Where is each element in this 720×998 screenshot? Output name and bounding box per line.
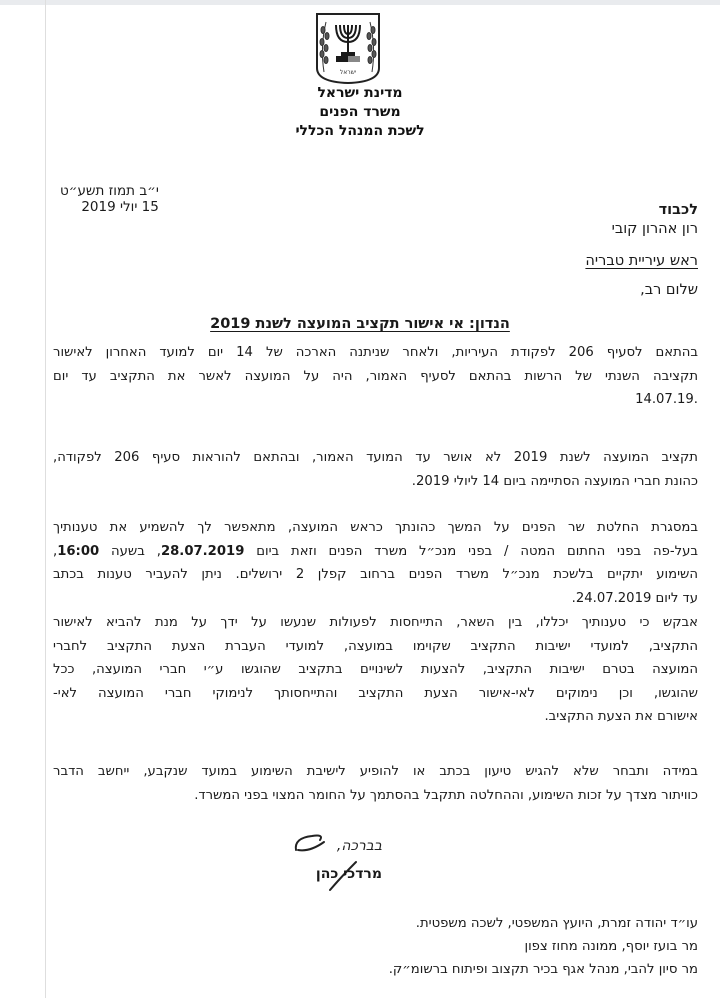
paragraph-line: בהתאם לסעיף 206 לפקודת העיריות, ולאחר שניתנה הארכה של 14 יום למועד האחרון לאישור (53, 345, 698, 360)
scan-fold-line (45, 0, 46, 998)
paragraph-line: תקציבה השנתי של הרשות בהתאם לסעיף האמור, היה על המועצה לאשר את התקציב עד יום (53, 368, 698, 384)
letterhead-state: מדינת ישראל (317, 85, 403, 101)
cc-item: עו״ד יהודה זמרת, היועץ המשפטי, לשכה משפטית. (415, 916, 698, 931)
cc-item: מר בועז יוסף, ממונה מחוז צפון (524, 939, 698, 954)
paragraph-line: תקציב המועצה לשנת 2019 לא אושר עד המועד האמור, ובהתאם להוראות סעיף 206 לפקודה, (53, 450, 698, 465)
to-label: לכבוד (658, 202, 698, 218)
recipient-title: ראש עיריית טבריה (585, 253, 698, 269)
subject-line: הנדון: אי אישור תקציב המועצה לשנת 2019 (210, 316, 510, 332)
paragraph-line: במידה ותבחר שלא להגיש טיעון בכתב או להופיע לישיבת השימוע במועד שנקבע, ייחשב הדבר (53, 764, 698, 779)
svg-text:ישראל: ישראל (339, 69, 357, 76)
paragraph-line: עד ליום 24.07.2019. (571, 590, 698, 606)
paragraph-claims-scope (53, 611, 698, 729)
hebrew-date: י״ב תמוז תשע״ט (60, 183, 159, 199)
paragraph-line: התקציב, למועדי ישיבות התקציב שקוימו במועצה, למועדי העברת הצעת התקציב לחברי (53, 638, 698, 654)
signature-closing: בברכה, (336, 838, 382, 854)
paragraph-line: אישורם את הצעת התקציב. (544, 709, 698, 724)
letterhead-ministry: משרד הפנים (319, 104, 401, 120)
hearing-date: 28.07.2019 (160, 543, 245, 559)
recipient-name: רון אהרון קובי (611, 221, 698, 237)
letterhead-office: לשכת המנהל הכללי (295, 123, 425, 139)
paragraph-line: במסגרת החלטת שר הפנים על המשך כהונתך כראש המועצה, מתאפשר לך להשמיע את טענותיך (53, 520, 698, 535)
paragraph-line: המועצה בטרם ישיבות התקציב, להצעות לשינויים בתקציב שהוגשו ע״י חברי המועצה, ככל (53, 662, 698, 677)
paragraph-legal-basis (53, 341, 698, 412)
hearing-time: 16:00 (57, 543, 100, 559)
scan-top-edge (0, 0, 720, 5)
paragraph-line: השימוע יתקיים בלשכת מנכ״ל משרד הפנים ברחוב קפלן 2 ירושלים. ניתן להעביר טענות בכתב (53, 567, 698, 582)
recipient-block (585, 201, 698, 271)
paragraph-line-hearing-time: בעל-פה בפני החתום המטה / בפני מנכ״ל משרד הפנים וזאת ביום 28.07.2019, בשעה 16:00, (53, 543, 698, 559)
cc-item: מר סיון להבי, מנהל אגף בכיר תקצוב ופיתוח ברשומ״ק. (388, 962, 698, 977)
cc-list (389, 912, 698, 981)
gregorian-date: 15 יולי 2019 (81, 199, 159, 215)
paragraph-line: כוויתור מצדך על זכות השימוע, וההחלטה תתקבל בהסתמך על החומר המצוי בפני המשרד. (194, 787, 698, 803)
signer-name: מרדכי כהן (315, 866, 382, 882)
paragraph-line: כהונת חברי המועצה הסתיימה ביום 14 ליולי 2019. (411, 473, 698, 489)
israel-state-emblem-icon (314, 12, 382, 84)
letter-dates (60, 183, 159, 215)
paragraph-waiver-notice (53, 760, 698, 807)
paragraph-line: .14.07.19 (635, 392, 698, 407)
paragraph-hearing-details (53, 516, 698, 610)
paragraph-budget-not-approved (53, 446, 698, 493)
greeting: שלום רב, (640, 282, 698, 298)
paragraph-line: אבקש כי טענותיך יכללו, בין השאר, התייחסות לפעולות שנעשו על ידך על מנת להביא לאישור (53, 615, 698, 630)
paragraph-line: שהוגשו, וכן נימוקים לאי-אישור הצעת התקציב והתייחסותך לנימוקי חברי המועצה לאי- (53, 685, 698, 701)
letterhead (260, 84, 460, 141)
